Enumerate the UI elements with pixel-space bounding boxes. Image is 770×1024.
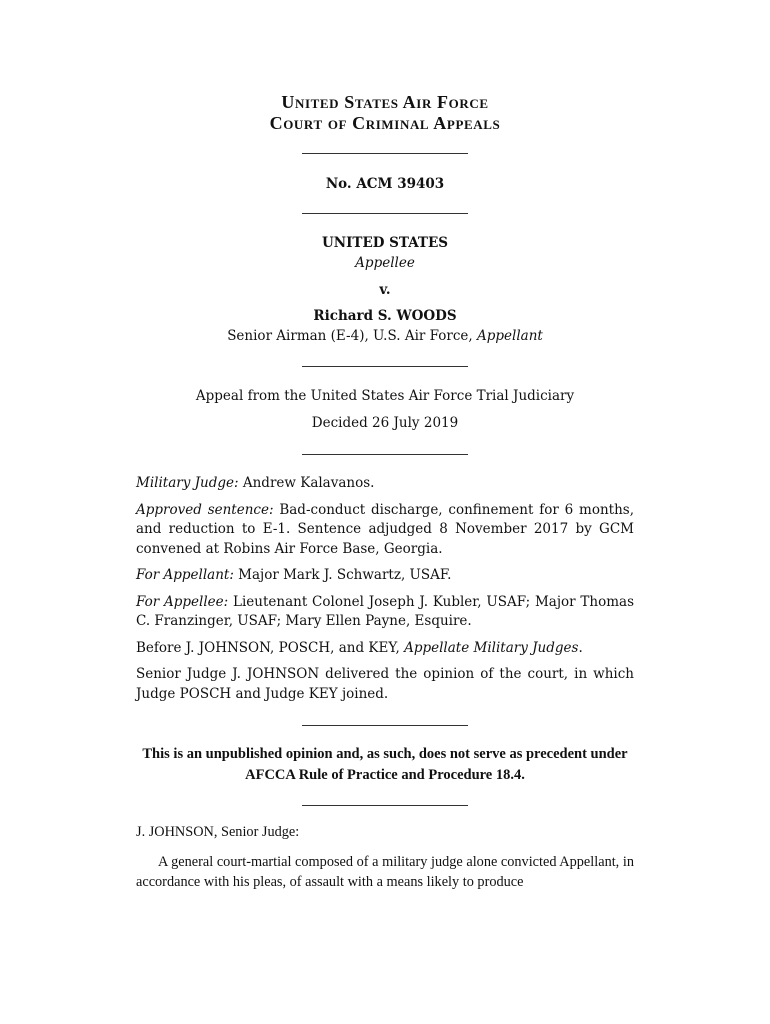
appellant-description [0,327,770,345]
court-header-line2: Court of Criminal Appeals [269,113,501,133]
military-judge-value: Andrew Kalavanos. [238,475,375,491]
approved-sentence-value: Bad-conduct discharge, confinement for 6 months, and reduction to E-1. Sentence adjudged 8 November 2017 by GCM convened at Robins Air Force Base, Georgia. [136,501,634,557]
for-appellant-value: Major Mark J. Schwartz, USAF. [233,567,452,583]
versus: v. [379,282,391,298]
opinion-body [136,822,634,893]
panel [136,639,634,659]
for-appellant [136,566,634,586]
for-appellee-value: Lieutenant Colonel Joseph J. Kubler, USAF; Major Thomas C. Franzinger, USAF; Mary Ellen Payne, Esquire. [136,593,634,629]
divider [302,725,468,726]
case-number: No. ACM 39403 [325,176,445,192]
military-judge [136,474,634,494]
panel-role: Appellate Military Judges [404,639,579,656]
divider [302,213,468,214]
unpublished-notice: This is an unpublished opinion and, as such, does not serve as precedent under AFCCA Rule of Practice and Procedure 18.4. [142,746,628,783]
decision-date: Decided 26 July 2019 [311,415,459,431]
divider [302,805,468,806]
court-header [0,92,770,134]
court-header-line1: United States Air Force [281,92,489,112]
for-appellant-label: For Appellant: [136,567,234,583]
appellant-rank: Senior Airman (E-4), U.S. Air Force, [227,328,477,344]
appellee-name: UNITED STATES [321,235,449,251]
case-details [136,474,634,704]
approved-sentence [136,501,634,560]
opinion-delivered: Senior Judge J. JOHNSON delivered the opinion of the court, in which Judge POSCH and Judge KEY joined. [136,666,634,702]
appeal-from: Appeal from the United States Air Force Trial Judiciary [195,388,575,404]
appellee-role: Appellee [355,255,415,271]
appellant-role: Appellant [476,328,543,344]
panel-judges: Before J. JOHNSON, POSCH, and KEY, [136,639,405,656]
divider [302,366,468,367]
appellant-name: Richard S. WOODS [313,308,457,324]
panel-end: . [578,639,583,656]
divider [302,454,468,455]
approved-sentence-label: Approved sentence: [136,501,274,518]
opinion-author: J. JOHNSON, Senior Judge: [136,824,300,840]
military-judge-label: Military Judge: [136,475,239,491]
divider [302,153,468,154]
opinion-paragraph: A general court-martial composed of a military judge alone convicted Appellant, in accordance with his pleas, of assault with a means likely to produce [136,853,634,890]
for-appellee [136,593,634,632]
for-appellee-label: For Appellee: [136,593,229,610]
